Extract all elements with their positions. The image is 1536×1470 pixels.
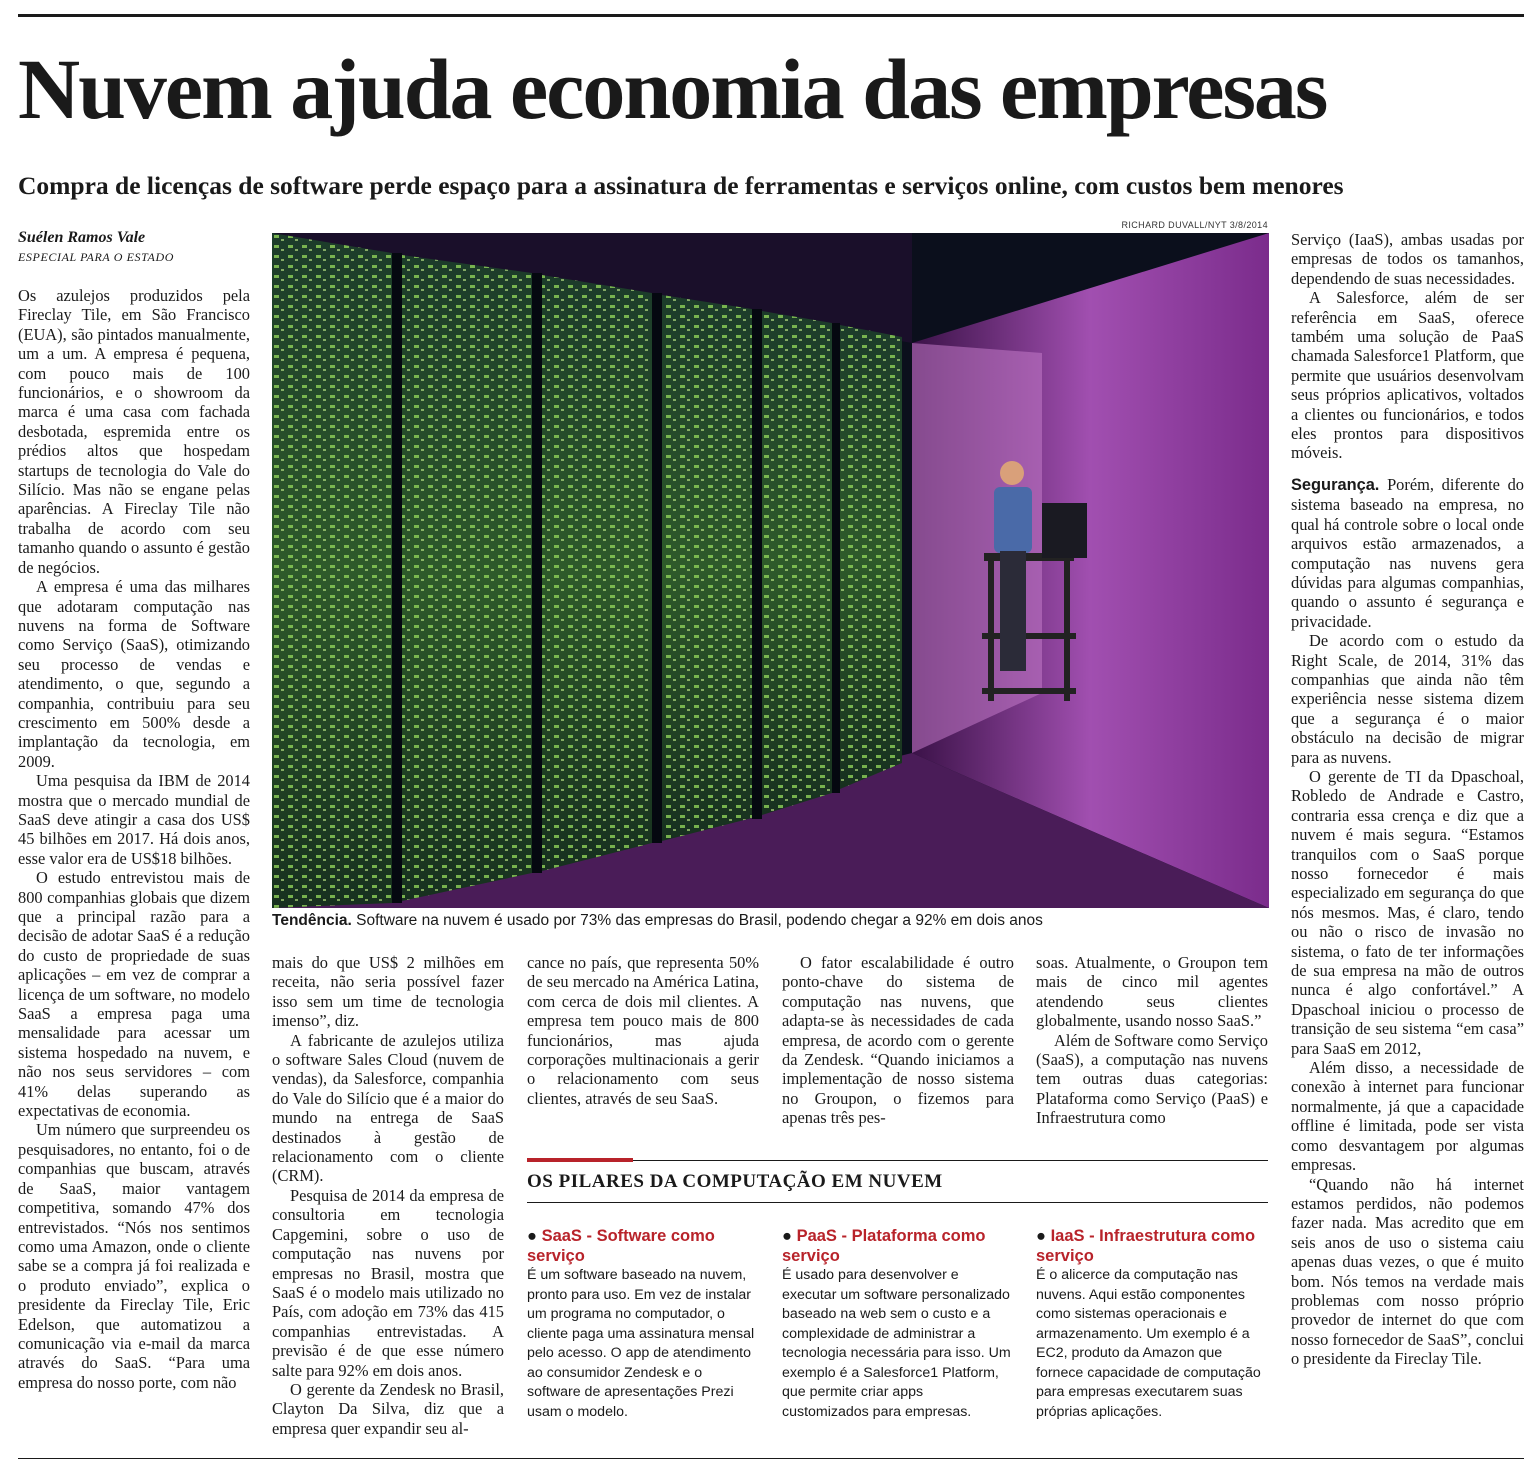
photo-caption	[272, 911, 1272, 931]
box-title: OS PILARES DA COMPUTAÇÃO EM NUVEM	[527, 1171, 943, 1192]
bullet-icon: ●	[782, 1227, 797, 1245]
paragraph: Serviço (IaaS), ambas usadas por empresas de todos os tamanhos, dependendo de suas necessidades.	[1291, 230, 1524, 288]
pillar-heading-text: IaaS - Infraestrutura como serviço	[1036, 1227, 1256, 1265]
server-room-photo	[272, 233, 1269, 908]
pillar-text: É usado para desenvolver e executar um software personalizado baseado na web sem o custo e a complexidade de administrar a tecnologia necessária para isso. Um exemplo é a Salesforce1 Platform, que permite criar apps customizados para empresas.	[782, 1267, 1011, 1420]
paragraph: Pesquisa de 2014 da empresa de consultoria em tecnologia Capgemini, sobre o uso de computação nas nuvens por empresas no Brasil, mostra que SaaS é o modelo mais utilizado no País, com adoção em 73% das 415 companhias entrevistadas. A previsão é de que esse número salte para 92% em dois anos.	[272, 1185, 504, 1380]
paragraph: De acordo com o estudo da Right Scale, de 2014, 31% das companhias que ainda não têm experiência nesse sistema dizem que a segurança é o maior obstáculo na decisão de migrar para as nuvens.	[1291, 631, 1524, 767]
paragraph: A Salesforce, além de ser referência em SaaS, oferece também uma solução de PaaS chamada Salesforce1 Platform, que permite que usuários desenvolvam seus próprios aplicativos, voltados a clientes ou funcionários, e todos eles prontos para dispositivos móveis.	[1291, 288, 1524, 463]
pillar-text: É o alicerce da computação nas nuvens. Aqui estão componentes como sistemas operacionais e armazenamento. Um exemplo é a EC2, produto da Amazon que fornece capacidade de computação para empresas executarem suas próprias aplicações.	[1036, 1267, 1261, 1420]
subheading-seguranca: Segurança.	[1291, 475, 1380, 494]
pillar-saas	[527, 1226, 757, 1422]
caption-text: Software na nuvem é usado por 73% das empresas do Brasil, podendo chegar a 92% em dois anos	[351, 912, 1043, 929]
caption-lead: Tendência.	[272, 912, 352, 929]
subhead: Compra de licenças de software perde espaço para a assinatura de ferramentas e serviços online, com custos bem menores	[18, 171, 1344, 200]
byline-name: Suélen Ramos Vale	[18, 229, 146, 246]
pillar-paas	[782, 1226, 1012, 1422]
pillar-text: É um software baseado na nuvem, pronto para uso. Em vez de instalar um programa no computador, o cliente paga uma assinatura mensal pelo acesso. O app de atendimento ao consumidor Zendesk e o software de apresentações Prezi usam o modelo.	[527, 1267, 755, 1420]
bullet-icon: ●	[527, 1227, 542, 1245]
paragraph: mais do que US$ 2 milhões em receita, não seria possível fazer isso sem um time de tecnologia imenso”, diz.	[272, 953, 504, 1031]
article-column-6	[1291, 230, 1524, 1369]
headline: Nuvem ajuda economia das empresas	[18, 41, 1327, 137]
byline-role: ESPECIAL PARA O ESTADO	[18, 250, 174, 264]
bullet-icon: ●	[1036, 1227, 1051, 1245]
paragraph: cance no país, que representa 50% de seu mercado na América Latina, com cerca de dois mil clientes. A empresa tem pouco mais de 800 funcionários, mas ajuda corporações multinacionais a gerir o relacionamento com seus clientes, através de seu SaaS.	[527, 953, 759, 1108]
photo-credit: RICHARD DUVALL/NYT 3/8/2014	[1121, 220, 1268, 230]
article-column-2	[272, 953, 504, 1438]
paragraph: O fator escalabilidade é outro ponto-chave do sistema de computação nas nuvens, que adapta-se às necessidades de cada empresa, de acordo com o gerente da Zendesk. “Quando iniciamos a implementação de nosso sistema no Groupon, o fizemos para apenas três pes-	[782, 953, 1014, 1128]
paragraph: “Quando não há internet estamos perdidos, não podemos fazer nada. Mas acredito que em seis anos de uso o sistema caiu apenas duas vezes, o que é muito bom. Nós temos na verdade mais problemas com nosso próprio provedor de internet do que com nosso fornecedor de SaaS”, conclui o presidente da Fireclay Tile.	[1291, 1174, 1524, 1369]
article-column-4	[782, 953, 1014, 1128]
pillar-heading	[1036, 1226, 1266, 1266]
paragraph: A empresa é uma das milhares que adotaram computação nas nuvens na forma de Software como Serviço (SaaS), otimizando seu processo de vendas e atendimento, o que, segundo a companhia, contribuiu para seu crescimento em 500% desde a implantação da tecnologia, em 2009.	[18, 577, 250, 771]
paragraph-text: Porém, diferente do sistema baseado na empresa, no qual há controle sobre o local onde arquivos estão armazenados, a computação nas nuvens gera dúvidas para algumas companhias, quando o assunto é segurança e privacidade.	[1291, 474, 1524, 631]
pillar-iaas	[1036, 1226, 1266, 1422]
paragraph: A fabricante de azulejos utiliza o software Sales Cloud (nuvem de vendas), da Salesforce, companhia do Vale do Silício que é a maior do mundo na entrega de SaaS destinados à gestão de relacionamento com o cliente (CRM).	[272, 1030, 504, 1186]
bottom-rule	[18, 1458, 1524, 1459]
server-room-illustration	[272, 233, 1269, 908]
paragraph: Além de Software como Serviço (SaaS), a computação nas nuvens tem outras duas categorias: Plataforma como Serviço (PaaS) e Infraestrutura como	[1036, 1030, 1268, 1128]
paragraph: soas. Atualmente, o Groupon tem mais de cinco mil agentes atendendo seus clientes globalmente, usando nosso SaaS.”	[1036, 953, 1268, 1031]
article-column-1	[18, 286, 250, 1392]
paragraph: Uma pesquisa da IBM de 2014 mostra que o mercado mundial de SaaS deve atingir a casa dos US$ 45 bilhões em 2017. Há dois anos, esse valor era de US$18 bilhões.	[18, 771, 250, 868]
box-accent-bar	[527, 1158, 633, 1162]
article-column-3	[527, 953, 759, 1108]
paragraph: O gerente da Zendesk no Brasil, Clayton Da Silva, diz que a empresa quer expandir seu al-	[272, 1379, 504, 1438]
pillar-heading-text: PaaS - Plataforma como serviço	[782, 1227, 986, 1265]
pillar-heading-text: SaaS - Software como serviço	[527, 1227, 715, 1265]
paragraph: O gerente de TI da Dpaschoal, Robledo de Andrade e Castro, contraria essa crença e diz que a nuvem é mais segura. “Estamos tranquilos com o SaaS porque nosso fornecedor é mais especializado em segurança do que nós mesmos. Mas, é claro, tendo ou não o risco de invasão no sistema, o fato de ter informações de sua empresa na mão de outros nunca é algo confortável.” A Dpaschoal iniciou o processo de transição de seu sistema “em casa” para SaaS em 2012,	[1291, 766, 1524, 1058]
paragraph: Além disso, a necessidade de conexão à internet para funcionar normalmente, já que a capacidade offline é limitada, pode ser vista como desvantagem por algumas empresas.	[1291, 1058, 1524, 1175]
box-title-rule	[527, 1202, 1268, 1203]
paragraph: Um número que surpreendeu os pesquisadores, no entanto, foi o de companhias que buscam, através de SaaS, maior vantagem competitiva, somando 47% dos entrevistados. “Nós nos sentimos como uma Amazon, onde o cliente sabe se a compra já foi realizada e o produto enviado”, explica o presidente da Fireclay Tile, Eric Edelson, que automatizou a comunicação via e-mail da marca através do SaaS. “Para uma empresa do nosso porte, com não	[18, 1120, 250, 1392]
pillar-heading	[782, 1226, 1012, 1266]
byline	[18, 228, 258, 266]
top-rule	[18, 14, 1524, 17]
article-column-5	[1036, 953, 1268, 1128]
pillar-heading	[527, 1226, 757, 1266]
paragraph	[1291, 475, 1524, 631]
paragraph: O estudo entrevistou mais de 800 companhias globais que dizem que a principal razão para a decisão de adotar SaaS é a redução do custo de propriedade de suas aplicações – em vez de comprar a licença de um software, no modelo SaaS a empresa paga uma mensalidade para acessar um sistema hospedado na nuvem, e não nos seus servidores – com 41% delas superando as expectativas de economia.	[18, 868, 250, 1121]
paragraph: Os azulejos produzidos pela Fireclay Tile, em São Francisco (EUA), são pintados manualmente, um a um. A empresa é pequena, com pouco mais de 100 funcionários, e o showroom da marca é uma casa com fachada desbotada, espremida entre os prédios altos que hospedam startups de tecnologia do Vale do Silício. Mas não se engane pelas aparências. A Fireclay Tile não trabalha de acordo com seu tamanho quando o assunto é gestão de negócios.	[18, 286, 250, 577]
box-top-rule	[527, 1160, 1268, 1161]
